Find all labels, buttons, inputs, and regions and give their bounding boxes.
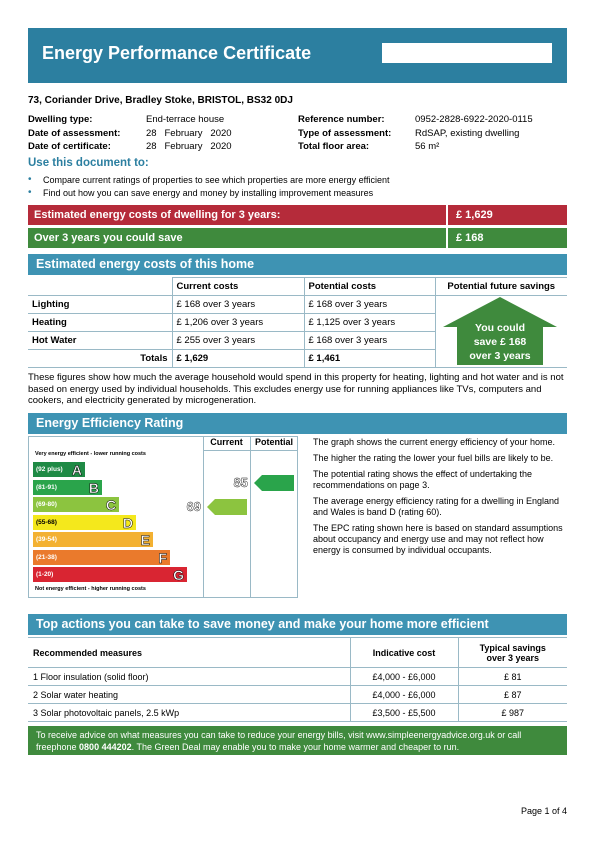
cost-row-label: Hot Water: [28, 332, 172, 350]
blank-header: [28, 278, 172, 296]
savings-header: [458, 638, 567, 668]
certificate-title: Energy Performance Certificate: [42, 43, 312, 63]
future-savings-header: Potential future savings: [435, 278, 567, 296]
estimated-costs-value: £ 1,629: [446, 205, 567, 225]
potential-column-header: Potential: [254, 437, 293, 447]
table-row: [28, 704, 567, 722]
cost-row-label: Heating: [28, 314, 172, 332]
current-costs-header: Current costs: [172, 278, 304, 296]
costs-explanation: These figures show how much the average household would spend in this property for heating, lighting and hot water and is not based on energy used by individual households. This excludes energy use for running appliances like TVs, computers and cookers, and electricity generated by microgeneration.: [28, 372, 564, 406]
cost-potential: £ 168 over 3 years: [304, 296, 435, 314]
divider: [250, 436, 251, 598]
measure-saving: £ 81: [458, 668, 567, 686]
measure-cost: £3,500 - £5,500: [350, 704, 458, 722]
band-letter: C: [105, 497, 116, 513]
band-letter: F: [158, 549, 167, 566]
advice-text: To receive advice on what measures you can take to reduce your energy bills, visit www.simpleenergyadvice.org.uk or call freephone: [36, 730, 522, 752]
estimated-costs-label: Estimated energy costs of dwelling for 3 years:: [34, 209, 281, 221]
band-range: (69-80): [36, 501, 57, 508]
use-document-bullet: • Compare current ratings of properties to see which properties are more energy efficient: [28, 174, 390, 187]
efficiency-section-title: Energy Efficiency Rating: [36, 416, 184, 430]
efficiency-band-b: [33, 480, 102, 495]
measure-saving: £ 87: [458, 686, 567, 704]
actions-table: [28, 637, 567, 722]
potential-costs-header: Potential costs: [304, 278, 435, 296]
potential-rating-value: 85: [233, 474, 248, 490]
detail-row-assessment-type: [298, 127, 533, 141]
cost-potential: £ 168 over 3 years: [304, 332, 435, 350]
header-blank-box: [382, 43, 552, 63]
savings-arrow-line: over 3 years: [469, 350, 531, 362]
savings-label: Over 3 years you could save: [34, 232, 183, 244]
actions-section-title: Top actions you can take to save money and make your home more efficient: [36, 617, 489, 631]
savings-arrow-text: [443, 321, 557, 363]
band-letter: B: [88, 479, 99, 496]
costs-section-title: Estimated energy costs of this home: [36, 257, 255, 271]
arrow-left-icon: [207, 499, 247, 515]
totals-potential: £ 1,461: [304, 350, 435, 368]
use-document-bullet: • Find out how you can save energy and money by installing improvement measures: [28, 187, 390, 200]
freephone-number: 0800 444202: [79, 742, 132, 752]
use-document-list: [28, 174, 390, 199]
page-number: Page 1 of 4: [520, 806, 567, 816]
detail-label: Type of assessment:: [298, 127, 392, 139]
cost-potential: £ 1,125 over 3 years: [304, 314, 435, 332]
band-range: (39-54): [36, 536, 57, 543]
band-letter: G: [173, 567, 184, 583]
efficiency-band-c: [33, 497, 119, 512]
measure-name: 3 Solar photovoltaic panels, 2.5 kWp: [28, 704, 350, 722]
band-range: (1-20): [36, 571, 54, 578]
property-address: 73, Coriander Drive, Bradley Stoke, BRISTOL, BS32 0DJ: [28, 95, 293, 106]
measures-header: Recommended measures: [28, 638, 350, 668]
efficiency-paragraph: The higher the rating the lower your fuel bills are likely to be.: [313, 453, 554, 463]
advice-text: . The Green Deal may enable you to make your home warmer and cheaper to run.: [131, 742, 460, 752]
detail-row-reference: [298, 113, 533, 127]
savings-bar: [28, 228, 567, 248]
measure-cost: £4,000 - £6,000: [350, 686, 458, 704]
actions-section-heading: [28, 614, 567, 635]
efficiency-chart: [28, 436, 298, 598]
arrow-left-icon: [254, 475, 294, 491]
savings-value: £ 168: [446, 228, 567, 248]
cost-current: £ 1,206 over 3 years: [172, 314, 304, 332]
current-rating-value: 69: [186, 499, 201, 514]
detail-label: Dwelling type:: [28, 114, 93, 125]
cost-current: £ 255 over 3 years: [172, 332, 304, 350]
measure-saving: £ 987: [458, 704, 567, 722]
band-letter: D: [122, 514, 133, 531]
detail-label: Date of assessment:: [28, 127, 121, 139]
cost-header: Indicative cost: [350, 638, 458, 668]
band-range: (21-38): [36, 553, 57, 561]
band-range: (81-91): [36, 483, 57, 491]
table-row: [28, 668, 567, 686]
measure-name: 1 Floor insulation (solid floor): [28, 668, 350, 686]
efficiency-band-d: [33, 515, 136, 530]
estimated-costs-bar: [28, 205, 567, 225]
detail-row-floor-area: [298, 140, 533, 154]
efficiency-paragraph: The potential rating shows the effect of undertaking the recommendations on page 3.: [313, 469, 532, 490]
costs-header-row: [28, 278, 567, 296]
detail-value: 28 February 2020: [146, 141, 232, 152]
savings-arrow-line: You could: [475, 322, 525, 334]
use-document-title: Use this document to:: [28, 157, 149, 169]
detail-value: RdSAP, existing dwelling: [415, 127, 520, 139]
savings-header-line: over 3 years: [486, 652, 540, 663]
efficiency-explanation: [313, 437, 567, 561]
table-row: [28, 686, 567, 704]
detail-label: Reference number:: [298, 114, 385, 125]
band-letter: E: [140, 532, 150, 548]
totals-label: Totals: [28, 350, 172, 368]
savings-header-line: Typical savings: [479, 642, 546, 653]
detail-row-date-certificate: [28, 140, 232, 154]
detail-value: 0952-2828-6922-2020-0115: [415, 114, 533, 125]
detail-row-date-assessment: [28, 127, 232, 141]
band-range: (92 plus): [36, 466, 63, 473]
cost-row-label: Lighting: [28, 296, 172, 314]
current-column-header: Current: [210, 437, 243, 447]
certificate-header: [28, 28, 567, 83]
detail-value: 56 m²: [415, 141, 440, 152]
band-letter: A: [71, 462, 82, 478]
detail-value: 28 February 2020: [146, 127, 232, 139]
costs-section-heading: [28, 254, 567, 275]
divider: [203, 436, 204, 598]
totals-current: £ 1,629: [172, 350, 304, 368]
advice-banner: [28, 726, 567, 755]
efficiency-section-heading: [28, 413, 567, 434]
efficiency-band-g: [33, 567, 187, 582]
band-range: (55-68): [36, 518, 57, 526]
savings-arrow: [443, 297, 557, 365]
measure-cost: £4,000 - £6,000: [350, 668, 458, 686]
inefficient-label: Not energy efficient - higher running costs: [35, 586, 146, 592]
detail-value: End-terrace house: [146, 114, 225, 125]
measure-name: 2 Solar water heating: [28, 686, 350, 704]
efficiency-paragraph: The EPC rating shown here is based on standard assumptions about occupancy and energy use and may not reflect how energy is consumed by individual occupants.: [313, 523, 563, 555]
efficiency-paragraph: The graph shows the current energy efficiency of your home.: [313, 437, 555, 447]
savings-arrow-line: save £ 168: [473, 336, 527, 348]
detail-label: Date of certificate:: [28, 141, 111, 152]
details-right: [298, 113, 533, 154]
efficiency-band-f: [33, 550, 170, 565]
efficiency-band-a: [33, 462, 85, 477]
cost-current: £ 168 over 3 years: [172, 296, 304, 314]
details-left: [28, 113, 232, 154]
efficient-label: Very energy efficient - lower running costs: [35, 451, 146, 457]
actions-header-row: [28, 638, 567, 668]
detail-row-dwelling-type: [28, 113, 232, 127]
efficiency-band-e: [33, 532, 153, 547]
efficiency-paragraph: The average energy efficiency rating for a dwelling in England and Wales is band D (rating 60).: [313, 496, 559, 517]
detail-label: Total floor area:: [298, 141, 370, 152]
